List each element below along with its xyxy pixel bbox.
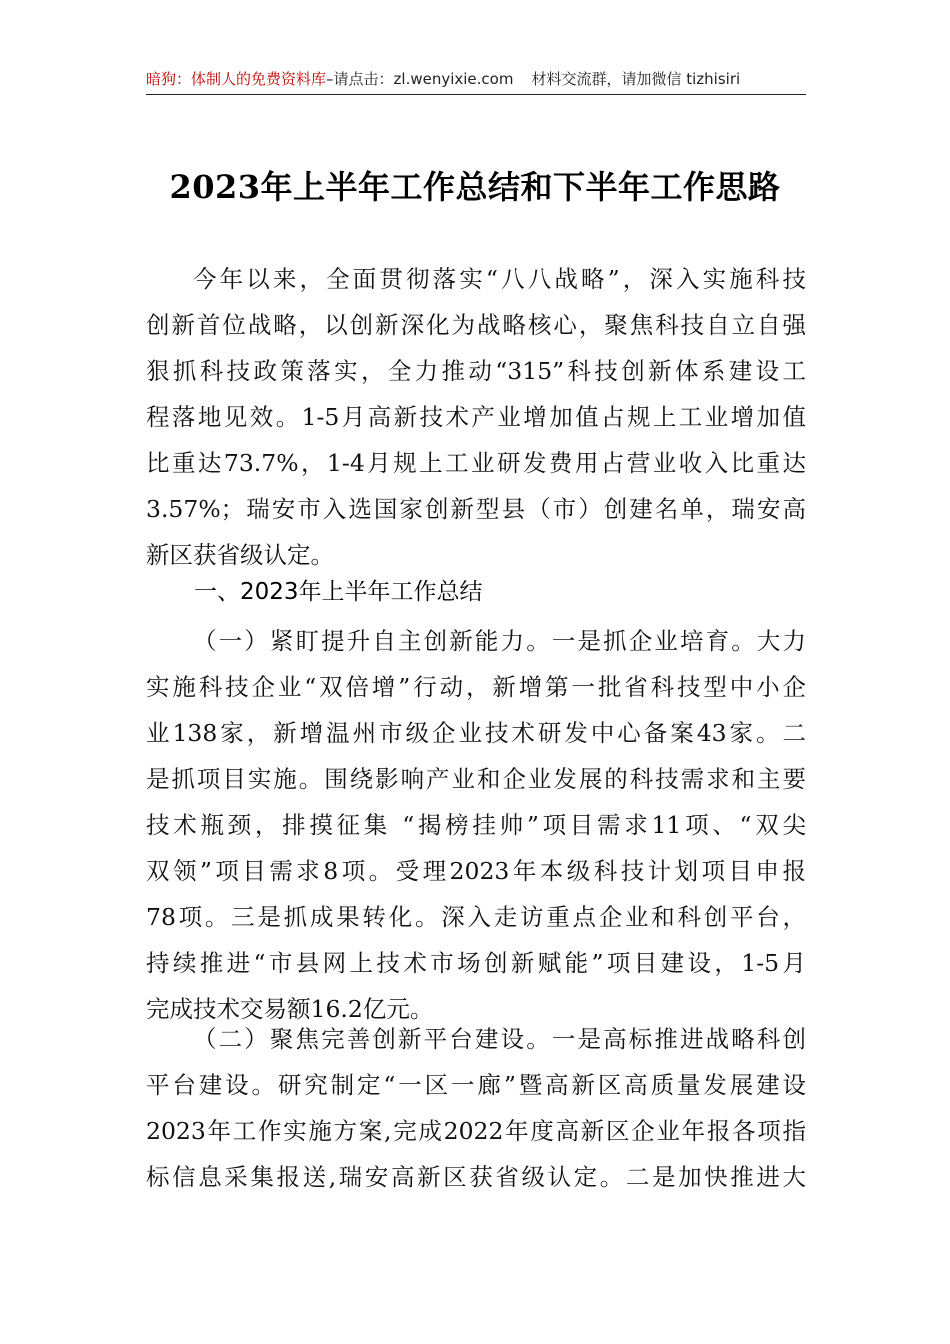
header-site-name: 暗狗：体制人的免费资料库 <box>146 70 327 88</box>
text-line: 狠抓科技政策落实，全力推动“315”科技创新体系建设工 <box>146 357 806 385</box>
section-heading: 一、2023年上半年工作总结 <box>194 579 483 605</box>
page-header <box>146 66 806 95</box>
header-link-prompt: –请点击： <box>326 70 394 88</box>
text-line: 新区获省级认定。 <box>146 541 334 569</box>
document-title: 2023年上半年工作总结和下半年工作思路 <box>169 168 781 206</box>
text-line: 2023年工作实施方案,完成2022年度高新区企业年报各项指 <box>146 1117 806 1145</box>
text-line: 是抓项目实施。围绕影响产业和企业发展的科技需求和主要 <box>146 765 806 793</box>
text-line: 双领”项目需求8项。受理2023年本级科技计划项目申报 <box>146 857 806 885</box>
text-line: （一）紧盯提升自主创新能力。一是抓企业培育。大力 <box>193 627 806 655</box>
text-line: 持续推进“市县网上技术市场创新赋能”项目建设，1-5月 <box>146 949 806 977</box>
text-line: 实施科技企业“双倍增”行动，新增第一批省科技型中小企 <box>146 673 806 701</box>
text-line: 完成技术交易额16.2亿元。 <box>146 995 434 1023</box>
text-line: 创新首位战略，以创新深化为战略核心，聚焦科技自立自强 <box>146 311 806 339</box>
header-contact: 材料交流群，请加微信 tizhisiri <box>531 70 741 88</box>
text-line: 业138家，新增温州市级企业技术研发中心备案43家。二 <box>146 719 806 747</box>
text-line: 技术瓶颈，排摸征集 “揭榜挂帅”项目需求11项、“双尖 <box>146 811 806 839</box>
text-line: 78项。三是抓成果转化。深入走访重点企业和科创平台， <box>146 903 806 931</box>
text-line: 3.57%；瑞安市入选国家创新型县（市）创建名单，瑞安高 <box>146 495 806 523</box>
header-link[interactable]: zl.wenyixie.com <box>393 70 514 88</box>
text-line: 比重达73.7%，1-4月规上工业研发费用占营业收入比重达 <box>146 449 806 477</box>
text-line: 标信息采集报送,瑞安高新区获省级认定。二是加快推进大 <box>146 1163 806 1191</box>
text-line: （二）聚焦完善创新平台建设。一是高标推进战略科创 <box>193 1025 806 1053</box>
text-line: 平台建设。研究制定“一区一廊”暨高新区高质量发展建设 <box>146 1071 806 1099</box>
text-line: 今年以来，全面贯彻落实“八八战略”，深入实施科技 <box>193 265 806 293</box>
text-line: 程落地见效。1-5月高新技术产业增加值占规上工业增加值 <box>146 403 806 431</box>
